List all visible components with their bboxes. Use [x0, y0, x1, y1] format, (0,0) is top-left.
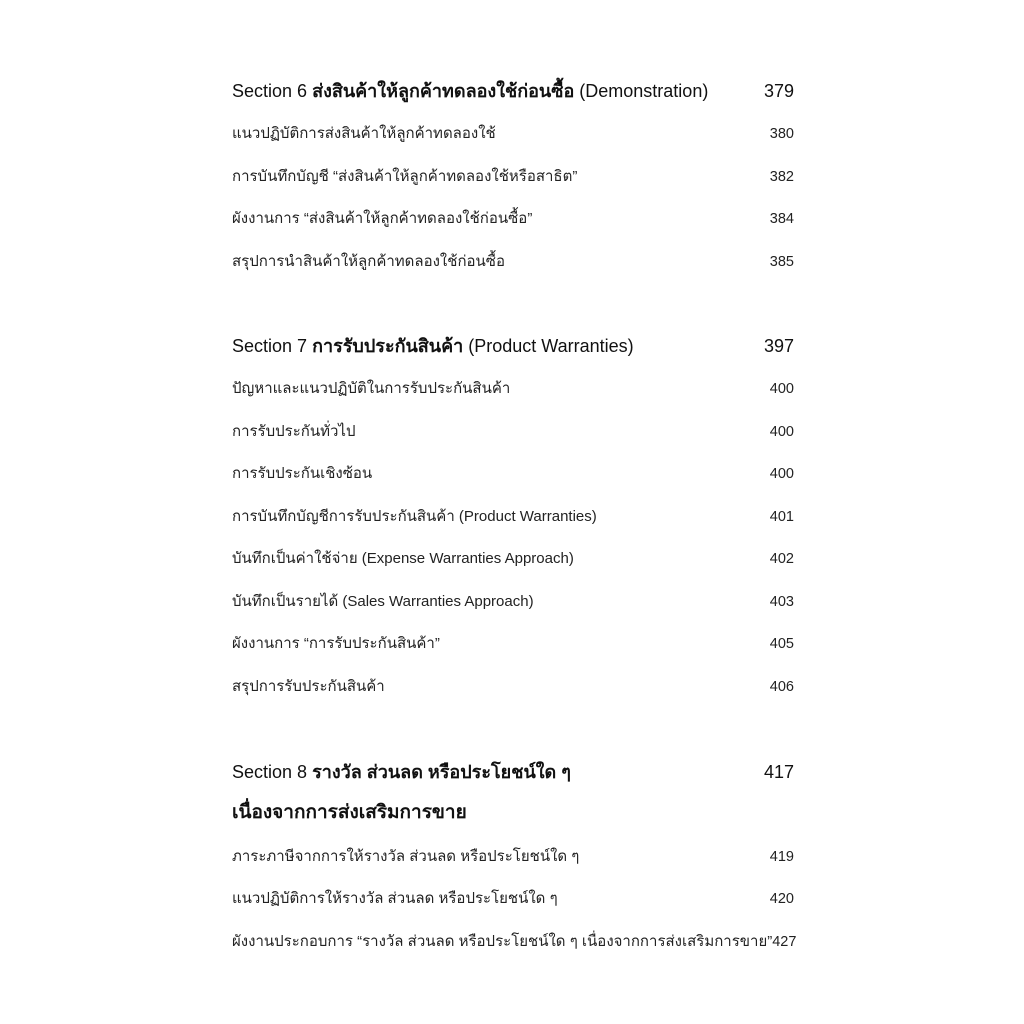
entry-page-number: 384: [769, 211, 794, 227]
entry-page-number: 385: [769, 254, 794, 270]
entry-title: การบันทึกบัญชี “ส่งสินค้าให้ลูกค้าทดลองใช้หรือสาธิต”: [232, 168, 578, 185]
entry-title: ภาระภาษีจากการให้รางวัล ส่วนลด หรือประโยชน์ใด ๆ: [232, 848, 580, 865]
toc-section-6-heading[interactable]: [232, 76, 794, 105]
toc-entry[interactable]: [232, 504, 794, 528]
toc-entry[interactable]: [232, 461, 794, 485]
toc-entry[interactable]: [232, 589, 794, 613]
entry-title: สรุปการนำสินค้าให้ลูกค้าทดลองใช้ก่อนซื้อ: [232, 253, 505, 270]
toc-entry[interactable]: [232, 886, 794, 910]
entry-title: สรุปการรับประกันสินค้า: [232, 678, 385, 695]
entry-title: ผังงานการ “การรับประกันสินค้า”: [232, 635, 440, 652]
section-thai-title: การรับประกันสินค้า: [312, 336, 464, 356]
section-page-number: 417: [763, 762, 794, 782]
entry-page-number: 403: [769, 594, 794, 610]
toc-section-7-heading[interactable]: [232, 331, 794, 360]
entry-title: แนวปฏิบัติการให้รางวัล ส่วนลด หรือประโยชน์ใด ๆ: [232, 890, 558, 907]
entry-title: การบันทึกบัญชีการรับประกันสินค้า (Product Warranties): [232, 508, 597, 525]
section-prefix: Section 7: [232, 336, 308, 356]
toc-entry[interactable]: [232, 249, 794, 273]
toc-entry[interactable]: [232, 376, 794, 400]
entry-title: ปัญหาและแนวปฏิบัติในการรับประกันสินค้า: [232, 380, 511, 397]
section-english-title: (Product Warranties): [468, 336, 634, 356]
section-title: [232, 757, 571, 786]
entry-title: ผังงานประกอบการ “รางวัล ส่วนลด หรือประโยชน์ใด ๆ เนื่องจากการส่งเสริมการขาย”: [232, 933, 773, 950]
entry-page-number: 419: [769, 849, 794, 865]
section-english-title: (Demonstration): [579, 81, 709, 101]
section-prefix: Section 8: [232, 762, 308, 782]
entry-page-number: 382: [769, 169, 794, 185]
entry-title: บันทึกเป็นรายได้ (Sales Warranties Approach): [232, 593, 534, 610]
entry-page-number: 380: [769, 126, 794, 142]
entry-title: การรับประกันทั่วไป: [232, 423, 356, 440]
entry-page-number: 400: [769, 466, 794, 482]
entry-page-number: 405: [769, 636, 794, 652]
entry-title: การรับประกันเชิงซ้อน: [232, 465, 373, 482]
entry-page-number: 427: [772, 934, 797, 950]
section-prefix: Section 6: [232, 81, 308, 101]
entry-page-number: 400: [769, 424, 794, 440]
entry-page-number: 402: [769, 551, 794, 567]
entry-page-number: 400: [769, 381, 794, 397]
section-title: [232, 76, 708, 105]
toc-entry[interactable]: [232, 164, 794, 188]
entry-title: แนวปฏิบัติการส่งสินค้าให้ลูกค้าทดลองใช้: [232, 125, 496, 142]
toc-entry[interactable]: [232, 546, 794, 570]
toc-entry[interactable]: [232, 929, 797, 953]
toc-entry[interactable]: [232, 844, 794, 868]
section-thai-title: ส่งสินค้าให้ลูกค้าทดลองใช้ก่อนซื้อ: [312, 81, 575, 101]
section-page-number: 379: [763, 81, 794, 101]
toc-section-8-heading-continued: [232, 797, 794, 827]
toc-entry[interactable]: [232, 419, 794, 443]
toc-entry[interactable]: [232, 206, 794, 230]
section-title: [232, 331, 634, 360]
toc-entry[interactable]: [232, 121, 794, 145]
toc-entry[interactable]: [232, 674, 794, 698]
entry-title: ผังงานการ “ส่งสินค้าให้ลูกค้าทดลองใช้ก่อนซื้อ”: [232, 210, 533, 227]
section-thai-title: รางวัล ส่วนลด หรือประโยชน์ใด ๆ: [312, 762, 571, 782]
toc-entry[interactable]: [232, 631, 794, 655]
entry-page-number: 401: [769, 509, 794, 525]
entry-title: บันทึกเป็นค่าใช้จ่าย (Expense Warranties Approach): [232, 550, 574, 567]
toc-section-8-heading[interactable]: [232, 757, 794, 786]
entry-page-number: 406: [769, 679, 794, 695]
entry-page-number: 420: [769, 891, 794, 907]
section-thai-title-continued: เนื่องจากการส่งเสริมการขาย: [232, 802, 467, 823]
section-page-number: 397: [763, 336, 794, 356]
